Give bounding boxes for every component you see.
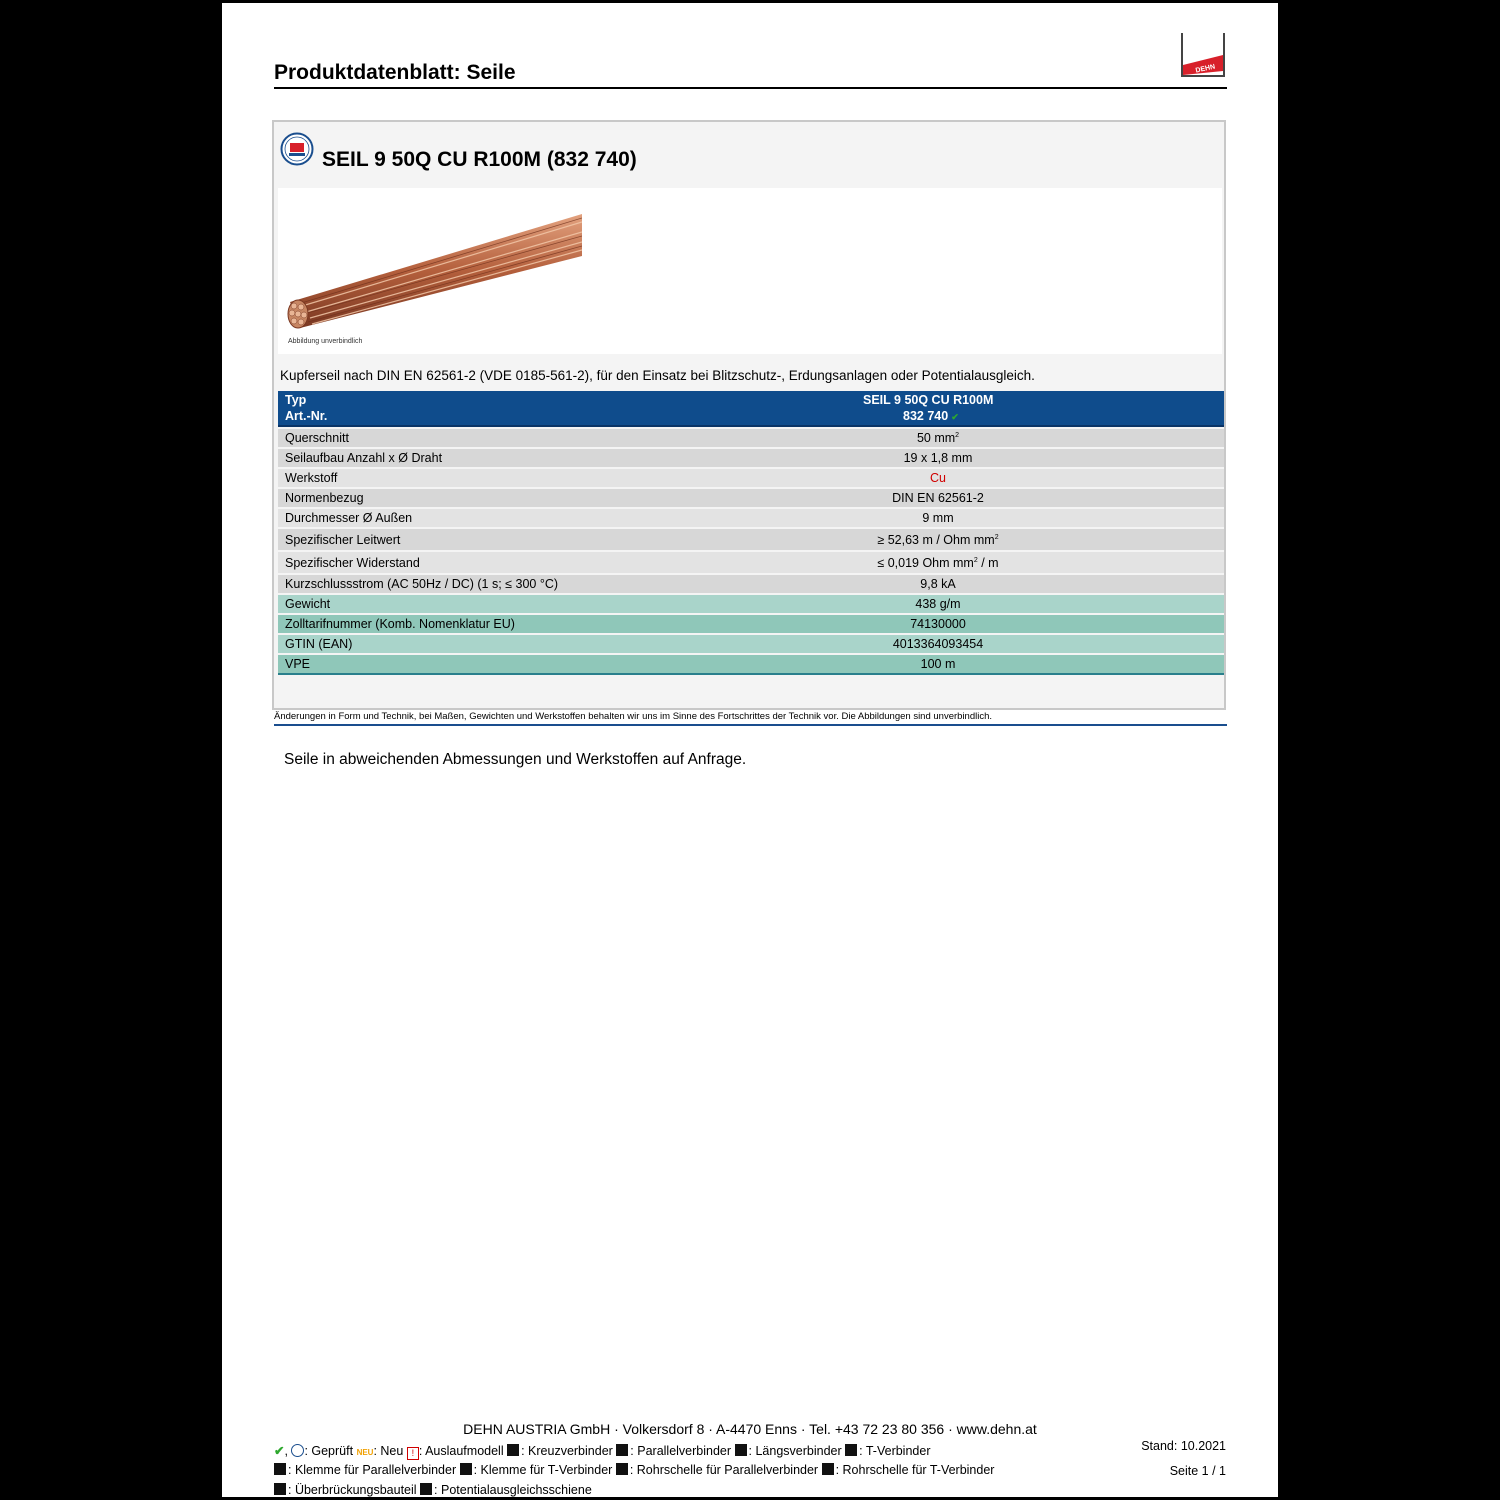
spec-value-sup: 2 — [994, 533, 999, 541]
spec-row-normenbezug — [278, 489, 1224, 507]
spec-value: 9 mm — [922, 511, 954, 525]
spec-value: 100 m — [920, 657, 956, 671]
logo-text: DEHN — [1194, 63, 1216, 75]
pipe-clamp-t-icon — [822, 1463, 834, 1475]
legend-auslauf: : Auslaufmodell — [418, 1444, 504, 1458]
certified-seal-icon — [280, 132, 314, 166]
clamp-parallel-icon — [274, 1463, 286, 1475]
specs-table-header — [278, 391, 1224, 427]
spec-key: Normenbezug — [285, 491, 364, 505]
spec-value-text: 50 mm — [916, 431, 956, 445]
spec-row-widerstand — [278, 552, 1224, 573]
spec-value-sup: 2 — [955, 431, 960, 439]
cross-connector-icon — [507, 1444, 519, 1456]
page-title: Produktdatenblatt: Seile — [274, 61, 516, 84]
table-bottom-rule — [278, 673, 1224, 675]
spec-row-querschnitt — [278, 429, 1224, 447]
spec-value-text: ≤ 0,019 Ohm mm — [877, 556, 974, 570]
new-badge-icon: NEU — [356, 1448, 374, 1457]
spec-key: GTIN (EAN) — [285, 637, 353, 651]
clamp-t-icon — [460, 1463, 472, 1475]
availability-note: Seile in abweichenden Abmessungen und Werkstoffen auf Anfrage. — [284, 751, 747, 768]
spec-row-leitwert — [278, 529, 1224, 550]
spec-row-zolltarif — [278, 615, 1224, 633]
image-caption: Abbildung unverbindlich — [288, 338, 363, 345]
disclaimer-rule — [274, 724, 1227, 726]
spec-key: Zolltarifnummer (Komb. Nomenklatur EU) — [285, 617, 515, 631]
spec-key: VPE — [285, 657, 311, 671]
typ-label: Typ — [285, 393, 307, 407]
spec-key: Seilaufbau Anzahl x Ø Draht — [285, 451, 443, 465]
spec-value: Cu — [930, 471, 946, 485]
spec-key: Kurzschlussstrom (AC 50Hz / DC) (1 s; ≤ 300 °C) — [285, 577, 559, 591]
spec-value — [728, 556, 1148, 570]
spec-value-text: ≥ 52,63 m / Ohm mm — [877, 533, 995, 547]
spec-row-seilaufbau — [278, 449, 1224, 467]
header-rule — [274, 87, 1227, 89]
spec-value: 9,8 kA — [920, 577, 956, 591]
spec-value: DIN EN 62561-2 — [892, 491, 984, 505]
artnr-label: Art.-Nr. — [285, 409, 328, 423]
legend-laengs: : Längsverbinder — [748, 1444, 842, 1458]
artnr-value-wrap — [903, 409, 959, 423]
legend-line-1: ✔, : Geprüft NEU: Neu ! : Auslaufmodell : Kreuzverbinder : Parallelverbinder : Längsverbinder : T-Verbinder — [274, 1444, 931, 1458]
datasheet-page — [222, 3, 1278, 1497]
product-description: Kupferseil nach DIN EN 62561-2 (VDE 0185-561-2), für den Einsatz bei Blitzschutz-, Erdungsanlagen oder Potentialausgleich. — [280, 368, 1035, 383]
parallel-connector-icon — [616, 1444, 628, 1456]
spec-key: Spezifischer Widerstand — [285, 556, 420, 570]
legend-rohr-parallel: : Rohrschelle für Parallelverbinder — [629, 1463, 819, 1477]
legend-klemme-t: : Klemme für T-Verbinder — [473, 1463, 613, 1477]
legend-klemme-parallel: : Klemme für Parallelverbinder — [288, 1463, 457, 1477]
legend-line-3 — [274, 1483, 592, 1497]
t-connector-icon — [845, 1444, 857, 1456]
disclaimer: Änderungen in Form und Technik, bei Maßen, Gewichten und Werkstoffen behalten wir uns im Sinne des Fortschrittes der Technik vor. Die Abbildungen sind unverbindlich. — [274, 711, 993, 722]
spec-key: Gewicht — [285, 597, 331, 611]
specs-table — [278, 391, 1224, 675]
product-title: SEIL 9 50Q CU R100M (832 740) — [322, 148, 637, 171]
spec-row-gtin — [278, 635, 1224, 653]
legend-rohr-t: : Rohrschelle für T-Verbinder — [835, 1463, 995, 1477]
spec-value: 74130000 — [910, 617, 966, 631]
page-number: Seite 1 / 1 — [1169, 1464, 1226, 1478]
spec-key: Spezifischer Leitwert — [285, 533, 401, 547]
spec-row-kurzschlussstrom — [278, 575, 1224, 593]
equipotential-bar-icon — [420, 1483, 432, 1495]
revision-date: Stand: 10.2021 — [1141, 1439, 1226, 1453]
spec-value-sup: 2 — [973, 556, 978, 564]
legend-t: : T-Verbinder — [859, 1444, 931, 1458]
product-card — [272, 120, 1226, 710]
dehn-logo — [1177, 31, 1227, 81]
spec-value — [728, 533, 1148, 547]
spec-value — [728, 431, 1148, 445]
spec-row-vpe — [278, 655, 1224, 673]
spec-value: 19 x 1,8 mm — [903, 451, 973, 465]
spec-key: Werkstoff — [285, 471, 338, 485]
artnr-value: 832 740 — [903, 409, 949, 423]
spec-row-werkstoff — [278, 469, 1224, 487]
spec-value: 4013364093454 — [892, 637, 984, 651]
spec-row-gewicht — [278, 595, 1224, 613]
typ-value: SEIL 9 50Q CU R100M — [863, 393, 994, 407]
discontinued-icon: ! — [407, 1447, 419, 1460]
pipe-clamp-parallel-icon — [616, 1463, 628, 1475]
seal-icon — [291, 1444, 304, 1457]
spec-key: Durchmesser Ø Außen — [285, 511, 413, 525]
legend-neu: : Neu — [373, 1444, 404, 1458]
spec-value: 438 g/m — [915, 597, 961, 611]
legend-parallel: : Parallelverbinder — [630, 1444, 732, 1458]
legend-line-2 — [274, 1463, 994, 1477]
bridging-component-icon — [274, 1483, 286, 1495]
spec-value-unit: / m — [977, 556, 999, 570]
footer-address: DEHN AUSTRIA GmbH · Volkersdorf 8 · A-4470 Enns · Tel. +43 72 23 80 356 · www.dehn.at — [463, 1421, 1037, 1437]
legend-potential: : Potentialausgleichsschiene — [434, 1483, 592, 1497]
legend-geprueft: : Geprüft — [304, 1444, 354, 1458]
longitudinal-connector-icon — [735, 1444, 747, 1456]
product-image-area — [278, 188, 1222, 354]
legend-ueberbrueckung: : Überbrückungsbauteil — [288, 1483, 417, 1497]
legend-kreuz: : Kreuzverbinder — [521, 1444, 613, 1458]
spec-row-durchmesser — [278, 509, 1224, 527]
check-icon: ✔ — [951, 412, 959, 422]
check-icon: ✔ — [274, 1444, 285, 1458]
spec-key: Querschnitt — [285, 431, 349, 445]
copper-rope-image — [282, 194, 582, 334]
